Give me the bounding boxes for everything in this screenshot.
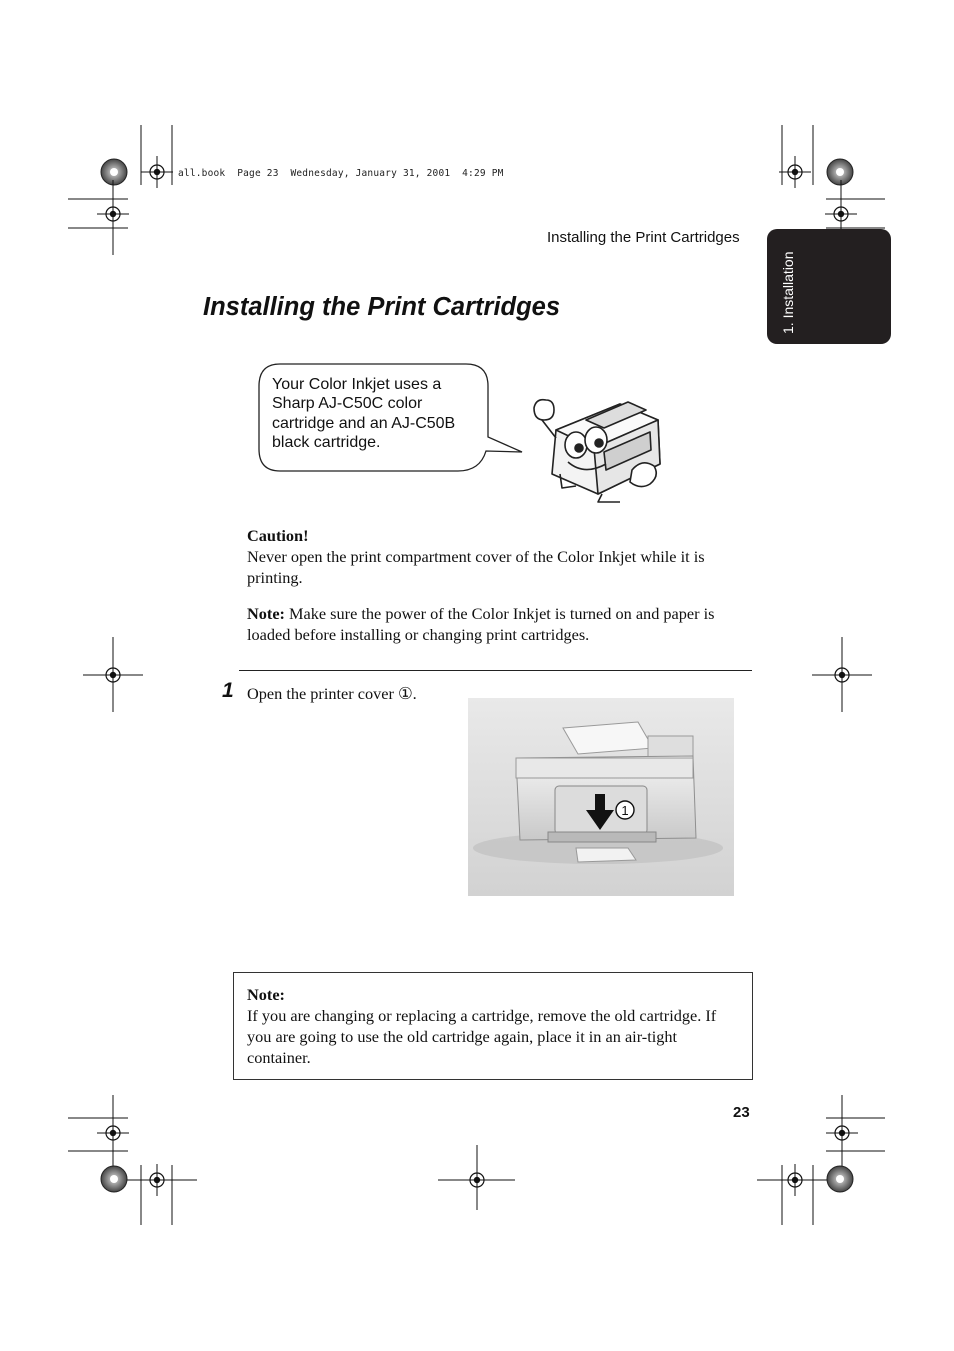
caution-block <box>247 525 752 588</box>
step-text: Open the printer cover ①. <box>247 684 417 703</box>
mascot-printer-illustration <box>528 390 668 505</box>
note-inline <box>247 603 752 645</box>
note-box-content <box>247 984 742 1068</box>
note-box-label: Note: <box>247 985 285 1004</box>
caution-text: Never open the print compartment cover of the Color Inkjet while it is printing. <box>247 547 705 587</box>
side-tab-label: 1. Installation <box>780 251 796 334</box>
step-number: 1 <box>222 679 234 702</box>
step-divider <box>239 670 752 671</box>
speech-bubble-text: Your Color Inkjet uses a Sharp AJ-C50C color cartridge and an AJ-C50B black cartridge. <box>272 376 456 451</box>
page-number: 23 <box>733 1104 750 1121</box>
caution-heading: Caution! <box>247 526 309 545</box>
note-inline-label: Note: <box>247 604 285 623</box>
note-inline-text: Make sure the power of the Color Inkjet is turned on and paper is loaded before installing or changing print cartridges. <box>247 604 715 644</box>
photo-callout: 1 <box>621 803 629 818</box>
page-title: Installing the Print Cartridges <box>203 293 561 321</box>
printer-info: all.book Page 23 Wednesday, January 31, 2001 4:29 PM <box>178 168 504 179</box>
running-head: Installing the Print Cartridges <box>547 229 740 246</box>
printer-photo <box>468 698 734 896</box>
note-box-text: If you are changing or replacing a cartridge, remove the old cartridge. If you are going to use the old cartridge again, place it in an air-tight container. <box>247 1006 717 1067</box>
